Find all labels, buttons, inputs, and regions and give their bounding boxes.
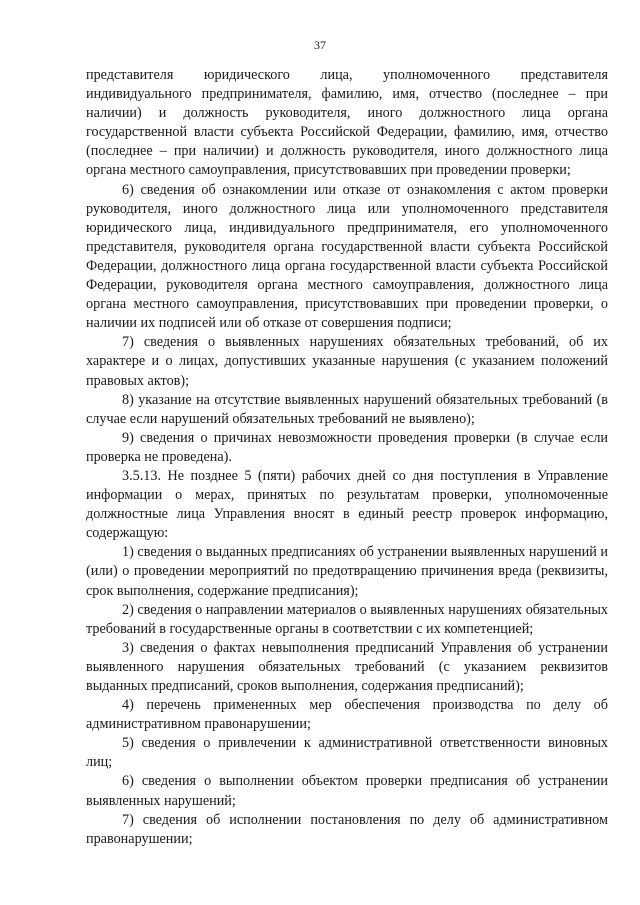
paragraph-item-5-liability: 5) сведения о привлечении к административной ответственности виновных лиц; [86,735,608,771]
paragraph-item-6-execution: 6) сведения о выполнении объектом проверки предписания об устранении выявленных нарушений; [86,773,608,809]
paragraph-continuation: представителя юридического лица, уполномоченного представителя индивидуального предпринимателя, фамилию, имя, отчество (последнее – при наличии) и должность руководителя, иного должностного лица органа государственной власти субъекта Российской Федерации, фамилию, имя, отчество (последнее – при наличии) и должность руководителя, иного должностного лица органа местного самоуправления, присутствовавших при проведении проверки; [86,67,608,179]
paragraph-item-7-resolution: 7) сведения об исполнении постановления по делу об административном правонарушении; [86,811,608,847]
paragraph-item-4-measures: 4) перечень примененных мер обеспечения производства по делу об административном правонарушении; [86,697,608,733]
page-number: 37 [314,38,326,52]
paragraph-item-6-acquaintance: 6) сведения об ознакомлении или отказе от ознакомления с актом проверки руководителя, иного должностного лица или уполномоченного представителя юридического лица, индивидуального предпринимателя, его уполномоченного представителя, руководителя органа государственной власти субъекта Российской Федерации, должностного лица органа государственной власти субъекта Российской Федерации, руководителя органа местного самоуправления, должностного лица органа местного самоуправления, присутствовавших при проведении проверки, о наличии их подписей или об отказе от совершения подписи; [86,181,608,332]
paragraph-item-8-no-violations: 8) указание на отсутствие выявленных нарушений обязательных требований (в случае если нарушений обязательных требований не выявлено); [86,391,608,427]
paragraph-3-5-13: 3.5.13. Не позднее 5 (пяти) рабочих дней со дня поступления в Управление информации о мерах, принятых по результатам проверки, уполномоченные должностные лица Управления вносят в единый реестр проверок информацию, содержащую: [86,467,608,542]
paragraph-item-2-materials: 2) сведения о направлении материалов о выявленных нарушениях обязательных требований в государственные органы в соответствии с их компетенцией; [86,601,608,637]
paragraph-item-9-impossibility: 9) сведения о причинах невозможности проведения проверки (в случае если проверка не проведена). [86,429,608,465]
paragraph-item-3-non-fulfillment: 3) сведения о фактах невыполнения предписаний Управления об устранении выявленного нарушения обязательных требований (с указанием реквизитов выданных предписаний, сроков выполнения, содержания предписаний); [86,639,608,694]
paragraph-item-1-orders: 1) сведения о выданных предписаниях об устранении выявленных нарушений и (или) о проведении мероприятий по предотвращению причинения вреда (реквизиты, срок выполнения, содержание предписания); [86,544,608,599]
document-body [86,66,608,849]
paragraph-item-7-violations: 7) сведения о выявленных нарушениях обязательных требований, об их характере и о лицах, допустивших указанные нарушения (с указанием положений правовых актов); [86,334,608,389]
